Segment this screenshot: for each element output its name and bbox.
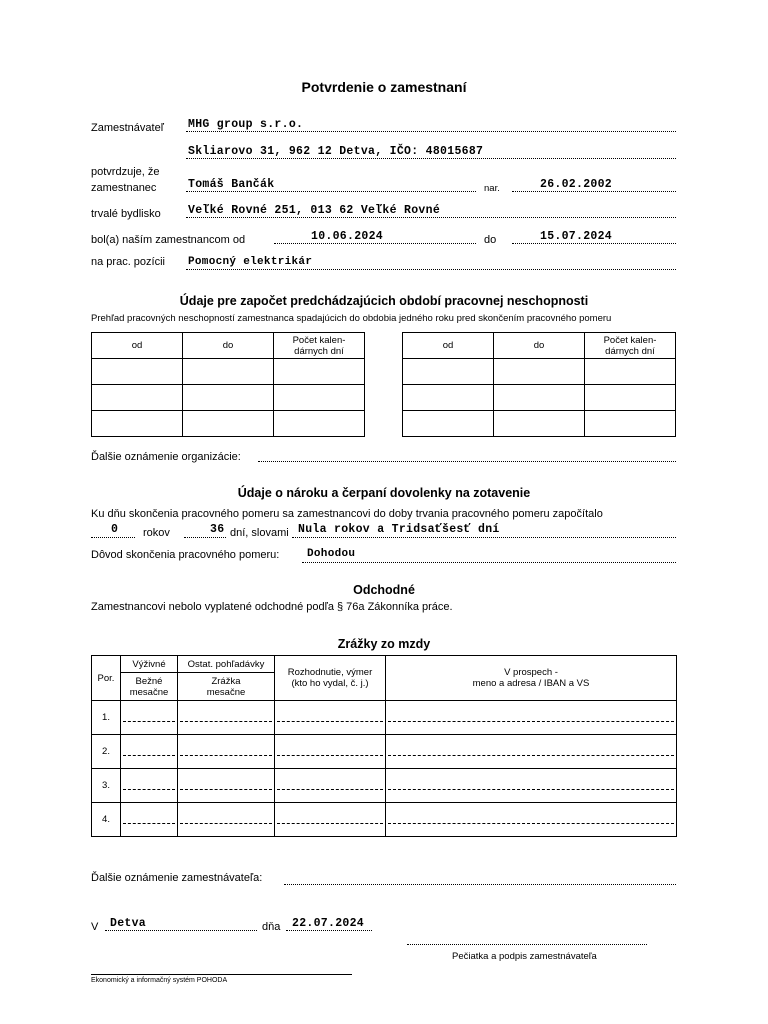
footer-divider <box>91 974 352 975</box>
col-from-header: od <box>403 333 494 359</box>
table-row <box>92 735 677 769</box>
vacation-words: Nula rokov a Tridsaťšesť dní <box>298 523 500 536</box>
col-to-header: do <box>183 333 274 359</box>
col-from-header: od <box>92 333 183 359</box>
table-cell <box>494 385 585 411</box>
table-cell <box>403 411 494 437</box>
table-cell <box>275 701 386 735</box>
date-line <box>286 930 372 931</box>
table-cell <box>386 701 677 735</box>
col-decision-header <box>275 656 386 701</box>
table-cell <box>386 803 677 837</box>
table-cell <box>403 359 494 385</box>
reason-line <box>302 562 676 563</box>
col-days-header <box>585 333 676 359</box>
deductions-table <box>91 655 677 837</box>
table-row <box>92 701 677 735</box>
table-cell <box>92 359 183 385</box>
table-cell <box>494 411 585 437</box>
residence-value: Veľké Rovné 251, 013 62 Veľké Rovné <box>188 204 441 217</box>
incapacity-subtitle: Prehľad pracovných neschopností zamestnanca spadajúcich do obdobia jedného roku pred skončením pracovného pomeru <box>91 313 612 324</box>
employment-from-line <box>274 243 476 244</box>
col-decision-line2: (kto ho vydal, č. j.) <box>291 678 369 689</box>
residence-line <box>186 217 676 218</box>
col-por-header: Por. <box>92 656 121 701</box>
vacation-title: Údaje o nároku a čerpaní dovolenky na zotavenie <box>237 486 531 500</box>
signature-label: Pečiatka a podpis zamestnávateľa <box>452 951 597 962</box>
born-date: 26.02.2002 <box>540 178 613 191</box>
table-cell <box>178 769 275 803</box>
table-cell <box>183 411 274 437</box>
col-days-line2: dárnych dní <box>294 345 344 357</box>
table-cell <box>121 701 178 735</box>
confirms-label-2: zamestnanec <box>91 182 157 194</box>
table-cell <box>121 769 178 803</box>
col-beneficiary-header <box>386 656 677 701</box>
col-current-line1: Bežné <box>135 675 163 687</box>
table-cell <box>92 385 183 411</box>
col-beneficiary-line2: meno a adresa / IBAN a VS <box>472 678 590 689</box>
page-title: Potvrdenie o zamestnaní <box>301 79 467 95</box>
date-value: 22.07.2024 <box>292 917 365 930</box>
employment-to-line <box>512 243 676 244</box>
position-value: Pomocný elektrikár <box>188 256 313 268</box>
org-other-label: Ďalšie oznámenie organizácie: <box>91 451 241 463</box>
signature-line <box>407 944 647 945</box>
table-row <box>92 803 677 837</box>
table-cell <box>275 735 386 769</box>
table-cell <box>183 359 274 385</box>
table-cell <box>178 735 275 769</box>
born-label: nar. <box>484 183 500 194</box>
employee-name: Tomáš Bančák <box>188 178 275 191</box>
employer-name: MHG group s.r.o. <box>188 118 304 131</box>
org-other-line <box>258 461 676 462</box>
born-date-line <box>512 191 676 192</box>
employer-address: Skliarovo 31, 962 12 Detva, IČO: 48015687 <box>188 145 484 158</box>
table-cell <box>494 359 585 385</box>
table-cell <box>274 385 365 411</box>
table-cell <box>275 769 386 803</box>
col-deduction-header <box>178 673 275 701</box>
vacation-years: 0 <box>111 523 119 536</box>
reason-label: Dôvod skončenia pracovného pomeru: <box>91 549 280 561</box>
col-alimony-header: Výživné <box>121 656 178 673</box>
row-number: 1. <box>92 701 121 735</box>
employment-to-date: 15.07.2024 <box>540 230 613 243</box>
row-number: 4. <box>92 803 121 837</box>
table-cell <box>183 385 274 411</box>
table-row <box>92 769 677 803</box>
col-decision-line1: Rozhodnutie, výmer <box>287 667 373 678</box>
place-value: Detva <box>110 917 147 930</box>
vacation-words-line <box>292 537 676 538</box>
col-days-line1: Počet kalen- <box>603 334 657 346</box>
table-cell <box>92 411 183 437</box>
col-deduction-line1: Zrážka <box>211 675 241 687</box>
vacation-years-label: rokov <box>143 527 170 539</box>
severance-title: Odchodné <box>353 583 415 597</box>
table-cell <box>178 701 275 735</box>
severance-text: Zamestnancovi nebolo vyplatené odchodné podľa § 76a Zákonníka práce. <box>91 601 453 613</box>
col-days-line2: dárnych dní <box>605 345 655 357</box>
col-current-header <box>121 673 178 701</box>
incapacity-title: Údaje pre započet predchádzajúcich období pracovnej neschopnosti <box>179 294 589 308</box>
employment-from-date: 10.06.2024 <box>311 230 384 243</box>
reason-value: Dohodou <box>307 548 356 560</box>
table-cell <box>121 803 178 837</box>
vacation-days-line <box>184 537 226 538</box>
table-cell <box>585 411 676 437</box>
residence-label: trvalé bydlisko <box>91 208 161 220</box>
system-footnote: Ekonomický a informačný systém POHODA <box>91 977 228 984</box>
col-other-header: Ostat. pohľadávky <box>178 656 275 673</box>
place-label: V <box>91 921 99 933</box>
confirms-label-1: potvrdzuje, že <box>91 166 160 178</box>
date-label: dňa <box>262 921 281 933</box>
row-number: 3. <box>92 769 121 803</box>
col-current-line2: mesačne <box>129 686 169 698</box>
incapacity-table-left <box>91 332 365 437</box>
table-cell <box>274 411 365 437</box>
col-beneficiary-line1: V prospech - <box>504 667 558 678</box>
position-label: na prac. pozícii <box>91 256 165 268</box>
table-cell <box>386 769 677 803</box>
table-cell <box>274 359 365 385</box>
employer-other-line <box>284 884 676 885</box>
employer-other-label: Ďalšie oznámenie zamestnávateľa: <box>91 872 263 884</box>
employer-label: Zamestnávateľ <box>91 122 164 134</box>
employment-from-label: bol(a) naším zamestnancom od <box>91 234 246 246</box>
table-cell <box>386 735 677 769</box>
col-deduction-line2: mesačne <box>206 686 246 698</box>
table-cell <box>585 359 676 385</box>
place-line <box>105 930 257 931</box>
employee-name-line <box>186 191 476 192</box>
row-number: 2. <box>92 735 121 769</box>
employer-name-line <box>186 131 676 132</box>
table-cell <box>275 803 386 837</box>
vacation-days: 36 <box>210 523 225 536</box>
table-cell <box>178 803 275 837</box>
table-cell <box>403 385 494 411</box>
table-cell <box>121 735 178 769</box>
incapacity-table-right <box>402 332 676 437</box>
col-days-line1: Počet kalen- <box>292 334 346 346</box>
vacation-years-line <box>91 537 135 538</box>
employer-address-line <box>186 158 676 159</box>
vacation-sentence: Ku dňu skončenia pracovného pomeru sa zamestnancovi do doby trvania pracovného pomeru započítalo <box>91 508 603 520</box>
deductions-title: Zrážky zo mzdy <box>337 637 431 651</box>
col-to-header: do <box>494 333 585 359</box>
employment-to-label: do <box>484 234 497 246</box>
vacation-days-label: dní, slovami <box>230 527 289 539</box>
table-cell <box>585 385 676 411</box>
position-line <box>186 269 676 270</box>
col-days-header <box>274 333 365 359</box>
